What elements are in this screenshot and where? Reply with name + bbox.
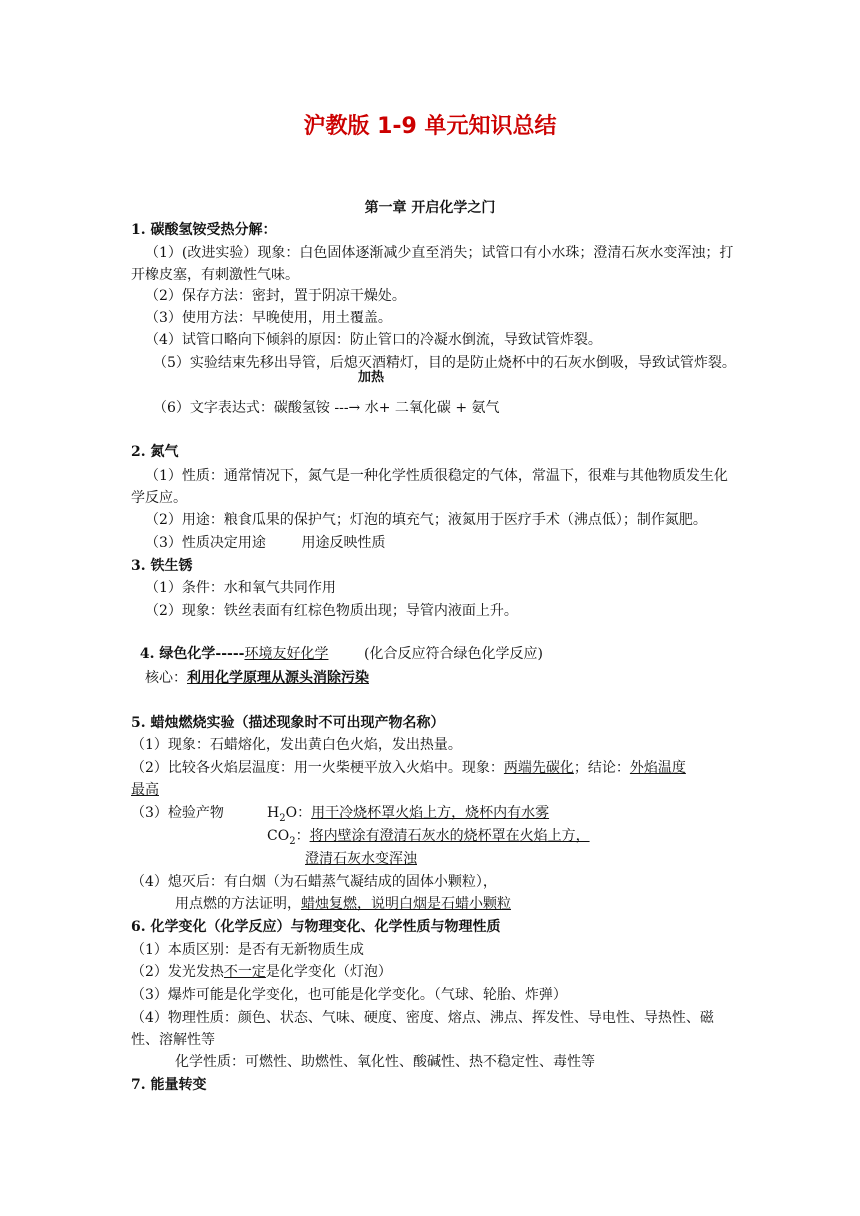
section-4-prefix: 4. 绿色化学----- [139,646,245,662]
section-4-line [131,624,543,664]
section-6-item-2: （2）发光发热不一定是化学变化（灯泡） [131,964,392,980]
h2o-test-text: 用干冷烧杯罩火焰上方，烧杯内有水雾 [311,805,550,821]
core-text: 利用化学原理从源头消除污染 [187,670,369,686]
section-5-item-2-cont [131,780,159,800]
chapter-heading: 第一章 开启化学之门 [364,200,496,216]
not-necessarily: 不一定 [223,964,266,980]
section-5-item-3-label: （3）检验产物 [131,805,224,821]
section-6-item-4: （4）物理性质：颜色、状态、气味、硬度、密度、熔点、沸点、挥发性、导电性、导热性、磁性、溶解性等 [131,1010,714,1048]
conclusion-text: 外焰温度 [629,760,686,776]
section-6-item-5: 化学性质：可燃性、助燃性、氧化性、酸碱性、热不稳定性、毒性等 [175,1054,595,1070]
section-2-heading: 2. 氮气 [131,444,179,460]
core-line [145,668,369,688]
h2o-test: $H_2O$：用干冷烧杯罩火焰上方，烧杯内有水雾 [267,805,550,824]
section-1-item-2: （2）保存方法：密封，置于阴凉干燥处。 [145,288,406,304]
reaction-arrow: ---→ [334,400,361,416]
section-3-heading: 3. 铁生锈 [131,558,193,574]
section-2-item-1: （1）性质：通常情况下，氮气是一种化学性质很稳定的气体，常温下，很难与其他物质发生化学反应。 [131,468,728,506]
co2-test: $CO_2$：将内壁涂有澄清石灰水的烧杯罩在火焰上方， [267,828,590,847]
green-chemistry-term: 环境友好化学 [244,646,329,662]
section-4-note: (化合反应符合绿色化学反应) [328,646,543,662]
co2-test-text: 将内壁涂有澄清石灰水的烧杯罩在火焰上方， [309,828,590,844]
section-1-item-1: （1）(改进实验）现象：白色固体逐渐减少直至消失；试管口有小水珠；澄清石灰水变浑浊；打开橡皮塞，有刺激性气味。 [131,245,734,283]
conclusion-label: ；结论： [573,760,630,776]
section-1-item-5: （5）实验结束先移出导管，后熄灭酒精灯，目的是防止烧杯中的石灰水倒吸，导致试管炸裂。 [153,355,736,371]
white-smoke-proof: 蜡烛复燃，说明白烟是石蜡小颗粒 [301,896,511,912]
section-2-item-3: （3）性质决定用途 用途反映性质 [145,535,386,551]
section-7-heading: 7. 能量转变 [131,1077,207,1093]
section-5-item-2-text: （2）比较各火焰层温度：用一火柴梗平放入火焰中。现象： [131,760,504,776]
conclusion-text-cont: 最高 [131,782,159,798]
core-label: 核心： [145,670,187,686]
section-2-item-2: （2）用途：粮食瓜果的保护气；灯泡的填充气；液氮用于医疗手术（沸点低）；制作氮肥。 [145,512,707,528]
section-5-item-2 [131,758,686,778]
section-5-item-4-cont: 用点燃的方法证明，蜡烛复燃，说明白烟是石蜡小颗粒 [175,896,511,912]
section-1-item-4: （4）试管口略向下倾斜的原因：防止管口的冷凝水倒流，导致试管炸裂。 [145,332,602,348]
section-1-heading: 1. 碳酸氢铵受热分解： [131,222,277,238]
co2-test-cont [305,849,417,869]
section-1-item-3: （3）使用方法：早晚使用，用土覆盖。 [145,310,392,326]
heat-condition-label: 加热 [358,370,385,385]
section-5-item-1: （1）现象：石蜡熔化，发出黄白色火焰，发出热量。 [131,737,462,753]
section-1-item-6 [153,398,500,418]
section-5-item-4: （4）熄灭后：有白烟（为石蜡蒸气凝结成的固体小颗粒）， [131,874,497,890]
section-3-item-1: （1）条件：水和氧气共同作用 [145,580,336,596]
section-6-heading: 6. 化学变化（化学反应）与物理变化、化学性质与物理性质 [131,919,501,935]
equation-reactant: （6）文字表达式：碳酸氢铵 [153,400,335,416]
section-6-item-1: （1）本质区别：是否有无新物质生成 [131,942,364,958]
carbonize-result: 两端先碳化 [503,760,574,776]
equation-products: 水+ 二氧化碳 + 氨气 [360,400,500,416]
co2-test-text-cont: 澄清石灰水变浑浊 [305,851,417,867]
section-5-heading: 5. 蜡烛燃烧实验（描述现象时不可出现产物名称） [131,715,445,731]
section-3-item-2: （2）现象：铁丝表面有红棕色物质出现；导管内液面上升。 [145,603,518,619]
section-6-item-3: （3）爆炸可能是化学变化，也可能是化学变化。（气球、轮胎、炸弹） [131,987,567,1003]
document-title: 沪教版 1-9 单元知识总结 [303,114,557,139]
